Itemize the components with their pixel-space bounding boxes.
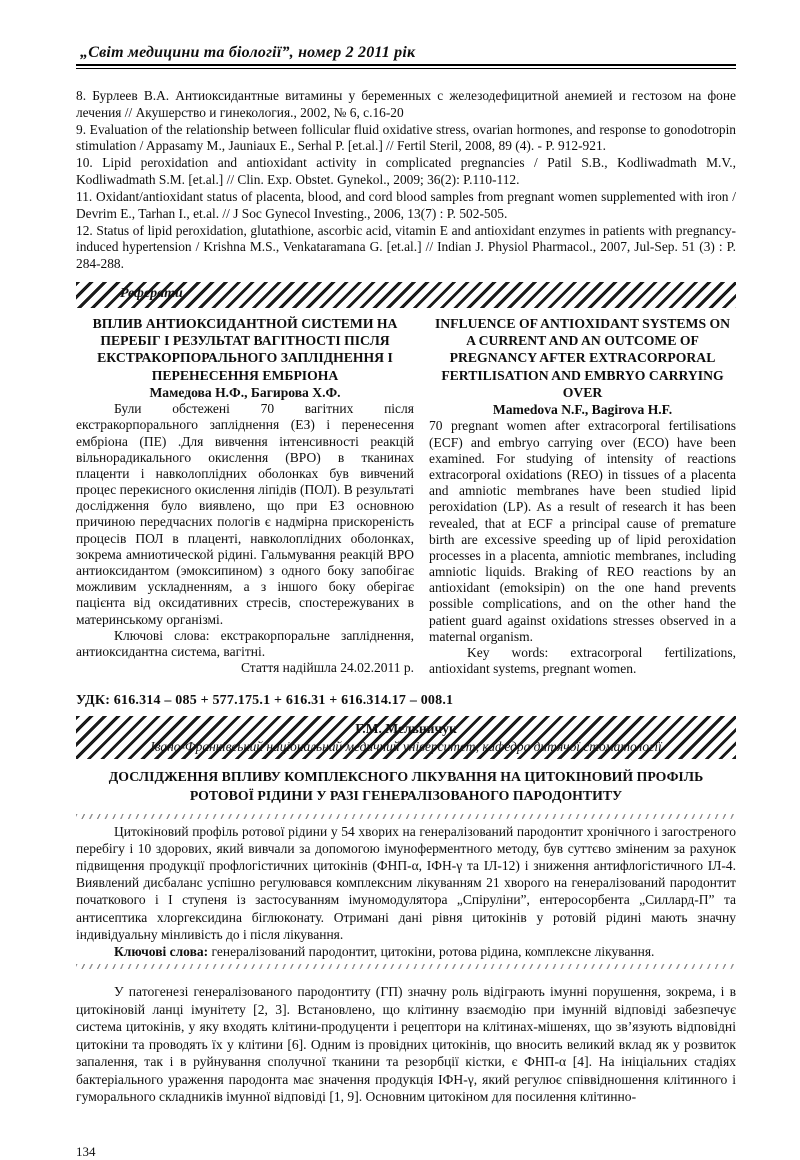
abstract-ua-body: Були обстежені 70 вагітних після екстракорпорального запліднення (ЕЗ) і перенесення ембріона (ПЕ) .Для вивчення інтенсивності реакцій вільнорадикального окислення (ВРО) в тканинах плаценти і навколоплідних оболонках був вивчений процес перекисного окислення ліпідів (ПОЛ). В результаті дослідження було виявлено, що при ЕЗ основною причиною передчасних пологів є надмірна прискореність процесів ПОЛ в плаценті, навколоплідних оболонках, зокрема амниотической рідині. Гальмування реакцій ВРО антиоксидантом (эмоксипином) з одного боку запобігає можливим ускладненням, а з іншого боку оберігає пацієнта від оксидативних стресів, спостережуваних в материнському організмі. xyxy=(76,401,414,627)
abstract-ua-authors: Мамедова Н.Ф., Багирова Х.Ф. xyxy=(149,385,341,400)
abstracts-two-column xyxy=(76,315,736,677)
abstract-ua-keywords: Ключові слова: екстракорпоральне запліднення, антиоксидантна система, вагітні. xyxy=(76,627,414,659)
article-abstract: Цитокіновий профіль ротової рідини у 54 хворих на генералізований пародонтит хронічного і загостреного перебігу і 10 здорових, який вивчали за допомогою імуноферментного методу, був суттєво зміненим за рахунок підвищення продукції профлогістичних цитокінів (ФНП-α, ІФН-γ та ІЛ-12) і зниження антифлогістичного ІЛ-4. Виявлений дисбаланс успішно регулювався комплексним лікуванням 21 хворого на генералізований пародонтит початкового і І ступеня із застосуванням імуномодулятора „Спіруліни”, ентеросорбента „Силлард-П” та антисептика хлоргексидина біглюконату. Отримані дані рівня цитокінів у ротовій рідині мають значну індивідуальну мінливість до і після лікування. xyxy=(76,823,736,942)
journal-title: „Світ медицини та біології”, номер 2 2011 рік xyxy=(80,44,416,61)
abstract-english xyxy=(429,315,736,677)
article-title: ДОСЛІДЖЕННЯ ВПЛИВУ КОМПЛЕКСНОГО ЛІКУВАННЯ НА ЦИТОКІНОВИЙ ПРОФІЛЬ РОТОВОЇ РІДИНИ У РАЗІ ГЕНЕРАЛІЗОВАНОГО ПАРОДОНТИТУ xyxy=(108,769,704,804)
abstract-ua-title: ВПЛИВ АНТИОКСИДАНТНОЙ СИСТЕМИ НА ПЕРЕБІГ І РЕЗУЛЬТАТ ВАГІТНОСТІ ПІСЛЯ ЕКСТРАКОРПОРАЛЬНОГО ЗАПЛІДНЕННЯ І ПЕРЕНЕСЕННЯ ЕМБРІОНА xyxy=(92,315,398,383)
udc-code: УДК: 616.314 – 085 + 577.175.1 + 616.31 + 616.314.17 – 008.1 xyxy=(76,693,454,709)
references-list xyxy=(76,88,736,273)
referat-label: Реферати xyxy=(120,285,183,301)
keywords-label: Ключові слова: xyxy=(114,944,209,960)
article-affiliation: Івано-Франківський національний медичний університет, кафедра дитячої стоматології xyxy=(150,739,662,755)
abstract-en-title: INFLUENCE OF ANTIOXIDANT SYSTEMS ON A CURRENT AND AN OUTCOME OF PREGNANCY AFTER EXTRACORPORAL FERTILISATION AND EMBRYO CARRYING OVER xyxy=(434,315,731,400)
article-author-banner xyxy=(76,716,736,759)
page-number: 134 xyxy=(76,1143,96,1159)
abstract-bottom-rule xyxy=(76,964,736,969)
abstract-ukrainian xyxy=(76,315,414,677)
article-body-text: У патогенезі генералізованого пародонтиту (ГП) значну роль відіграють імунні порушення, зокрема, і в цитокіновій ланці імунітету [2, 3]. Встановлено, що клітинну взаємодію при імунній відповіді забезпечує система цитокінів, у яку входять клітини-продуценти і рецептори на клітинах-мішенях, що зв’язують відповідні цитокіни та проводять їх у клітини [6]. Одним із провідних цитокінів, що вносить великий вклад як у розвиток запалення, так і в руйнування сполучної тканини та резорбції кістки, є ФНП-α [4]. На ініціальних стадіях бактеріального ураження пародонта має значення продукція ІФН-γ, який регулює співвідношення клітинного і гуморального складників імунної відповіді [1, 9]. Основним цитокіном для посилення клітинно- xyxy=(76,984,736,1105)
abstract-en-keywords: Key words: extracorporal fertilizations, antioxidant systems, pregnant women. xyxy=(429,645,736,677)
page-header xyxy=(76,44,736,69)
abstract-en-authors: Mamedova N.F., Bagirova H.F. xyxy=(492,402,673,418)
keywords-text: генералізований пародонтит, цитокіни, ротова рідина, комплексне лікування. xyxy=(208,944,655,960)
reference-item: 9. Evaluation of the relationship between follicular fluid oxidative stress, ovarian hormones, and response to gonodotropin stimulation / Appasamy M., Jauniaux E., Serhal P. [et.al.] // Fertil Steril, 2008, 89 (4). - P. 912-921. xyxy=(76,121,736,154)
article-author: Г.М. Мельничук xyxy=(355,721,457,737)
article-abstract-block xyxy=(76,823,736,961)
reference-item: 8. Бурлеев В.А. Антиоксидантные витамины у беременных с железодефицитной анемией и гестозом на фоне лечения // Акушерство и гинекология., 2002, № 6, с.16-20 xyxy=(76,88,736,120)
reference-item: 12. Status of lipid peroxidation, glutathione, ascorbic acid, vitamin E and antioxidant enzymes in patients with pregnancy-induced hypertension / Krishna M.S., Venkataramana G. [et.al.] // Indian J. Physiol Pharmacol., 2007, Jul-Sep. 51 (3) : P. 284-288. xyxy=(76,222,736,272)
article-keywords xyxy=(76,943,736,960)
reference-item: 11. Oxidant/antioxidant status of placenta, blood, and cord blood samples from pregnant women supplemented with iron / Devrim E., Tarhan I., et.al. // J Soc Gynecol Investing., 2006, 13(7) : P. 502-505. xyxy=(76,188,736,221)
reference-item: 10. Lipid peroxidation and antioxidant activity in complicated pregnancies / Patil S.B., Kodliwadmath M.V., Kodliwadmath S.M. [et.al.] // Clin. Exp. Obstet. Gynekol., 2009; 36(2): P.110-112. xyxy=(76,155,736,188)
article-received-date: Стаття надійшла 24.02.2011 р. xyxy=(240,660,414,676)
abstract-top-rule xyxy=(76,814,736,819)
referat-section-divider xyxy=(76,282,736,308)
header-rule xyxy=(76,64,736,69)
abstract-en-body: 70 pregnant women after extracorporal fertilisations (ECF) and embryo carrying over (ECO) have been examined. For studying of intensity of reactions extracorporal oxidations (REO) in tissues of a placenta and amniotic membranes have been studied lipid peroxidation (LP). As a result of research it has been revealed, that at ECF a principal cause of premature birth are excessive speeding up of lipid peroxidation processes in a placenta, amniotic membranes, including amniotic liquids. Braking of REO reactions by an antioxidant (emoksipin) on the one hand prevents possible complications, and on the other hand the patient guard against oxidations stresses observed in a maternal organism. xyxy=(429,418,736,644)
